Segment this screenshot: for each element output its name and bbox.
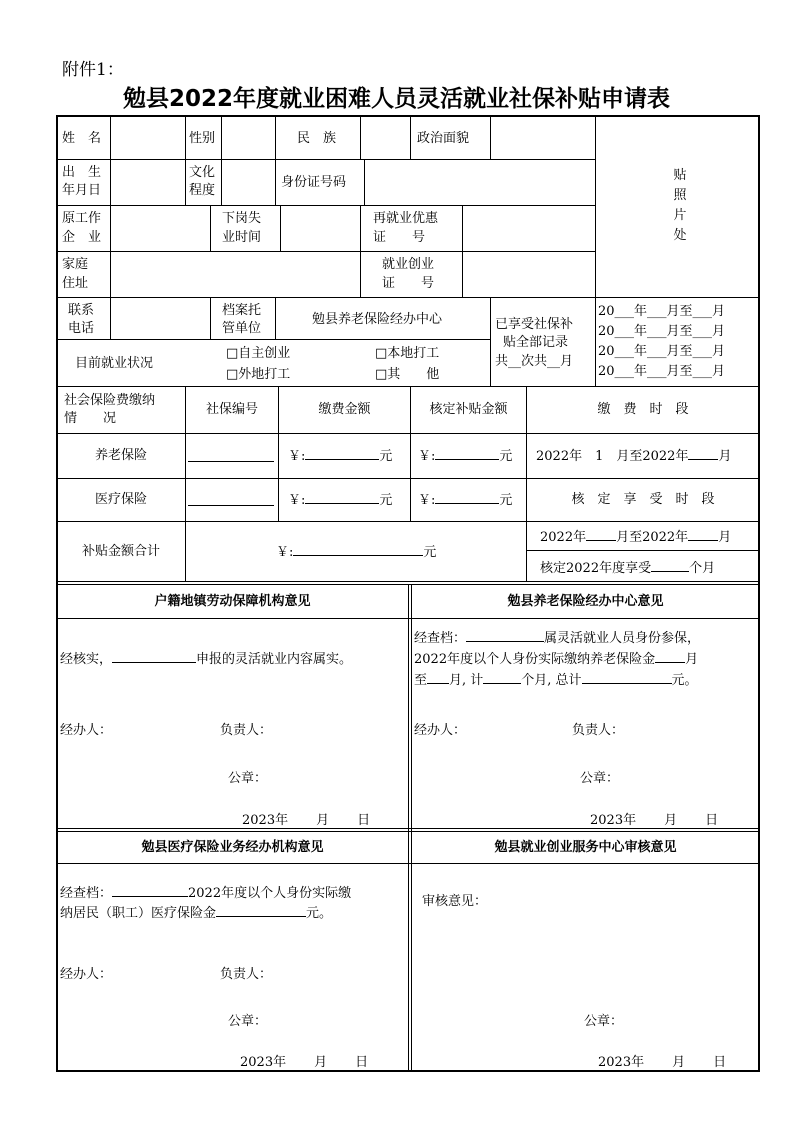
archive-unit-label-1: 档案托 xyxy=(222,303,262,318)
blank-line[interactable] xyxy=(466,629,544,642)
pension-number-field[interactable] xyxy=(188,461,274,462)
pension-responsible-label: 负责人： xyxy=(572,723,625,738)
medical-agency-line-1 xyxy=(60,884,351,903)
employment-center-title: 勉县就业创业服务中心审核意见 xyxy=(494,840,677,855)
option-other[interactable]: □其 他 xyxy=(375,367,440,382)
blank-line[interactable] xyxy=(586,528,616,541)
date-day: 日 xyxy=(357,813,371,828)
blank-line[interactable] xyxy=(483,671,521,684)
text-part: 2022年度以个人身份实际缴纳养老保险金 xyxy=(414,652,656,667)
date-year: 2023年 xyxy=(590,813,637,828)
archive-unit-label-2: 管单位 xyxy=(222,321,262,336)
text-part: 纳居民（职工）医疗保险金 xyxy=(60,906,217,921)
blank-line[interactable] xyxy=(651,559,689,572)
blank-line[interactable] xyxy=(305,447,379,460)
labor-office-title: 户籍地镇劳动保障机构意见 xyxy=(154,594,311,609)
pension-seal-label: 公章： xyxy=(580,771,620,786)
currency-symbol: ￥: xyxy=(418,449,436,464)
text-part: 申报的灵活就业内容属实。 xyxy=(196,652,353,667)
blank-line[interactable] xyxy=(435,491,499,504)
unit-yuan: 元 xyxy=(423,545,437,560)
reemployment-cert-label-2: 证 号 xyxy=(373,230,426,245)
paid-amount-header: 缴费金额 xyxy=(318,402,371,417)
layoff-time-label-2: 业时间 xyxy=(222,230,262,245)
former-employer-label-1: 原工作 xyxy=(62,211,102,226)
approved-period-label: 核 定 享 受 时 段 xyxy=(571,492,715,507)
medical-paid-amount xyxy=(288,491,392,510)
text-part: 元。 xyxy=(671,673,698,688)
currency-symbol: ￥: xyxy=(288,449,306,464)
blank-line[interactable] xyxy=(582,671,672,684)
id-number-label: 身份证号码 xyxy=(281,175,347,190)
date-day: 日 xyxy=(705,813,719,828)
text-part: 2022年度以个人身份实际缴 xyxy=(188,886,352,901)
blank-line[interactable] xyxy=(688,447,718,460)
unit-month: 月 xyxy=(718,449,732,464)
currency-symbol: ￥: xyxy=(276,545,294,560)
name-label: 姓 名 xyxy=(62,131,102,146)
text-part: 月, 计 xyxy=(449,673,484,688)
blank-line[interactable] xyxy=(216,904,306,917)
approved-months xyxy=(540,559,715,578)
birth-label-2: 年月日 xyxy=(62,183,102,198)
employment-cert-label-2: 证 号 xyxy=(382,276,435,291)
text-part: 经查档： xyxy=(414,631,467,646)
blank-line[interactable] xyxy=(435,447,499,460)
text-part: 属灵活就业人员身份参保， xyxy=(544,631,701,646)
unit-yuan: 元 xyxy=(499,493,513,508)
blank-line[interactable] xyxy=(112,650,196,663)
total-period-range xyxy=(540,528,731,547)
pension-payment-period xyxy=(536,447,731,466)
medical-responsible-label: 负责人： xyxy=(220,967,273,982)
employment-seal-label: 公章： xyxy=(584,1014,624,1029)
option-remote-work[interactable]: □外地打工 xyxy=(226,367,291,382)
text-part: 月 xyxy=(685,652,699,667)
phone-label-2: 电话 xyxy=(68,321,95,336)
subsidy-record-label-2: 贴全部记录 xyxy=(503,335,569,350)
text-part: 个月, 总计 xyxy=(521,673,582,688)
employment-cert-label-1: 就业创业 xyxy=(382,257,435,272)
text-part: 至 xyxy=(414,673,428,688)
medical-agency-title: 勉县医疗保险业务经办机构意见 xyxy=(141,840,324,855)
text-part: 经查档： xyxy=(60,886,113,901)
payment-period-header: 缴 费 时 段 xyxy=(597,402,689,417)
medical-approved-amount xyxy=(418,491,512,510)
date-month: 月 xyxy=(316,813,330,828)
date-year: 2023年 xyxy=(240,1055,287,1070)
employment-date xyxy=(598,1054,726,1072)
pension-handler-label: 经办人： xyxy=(414,723,467,738)
pension-center-line-2 xyxy=(414,650,698,669)
political-label: 政治面貌 xyxy=(417,131,470,146)
date-day: 日 xyxy=(355,1055,369,1070)
date-month: 月 xyxy=(314,1055,328,1070)
approved-amount-header: 核定补贴金额 xyxy=(429,402,508,417)
medical-agency-line-2 xyxy=(60,904,332,923)
insurance-type-header-1: 社会保险费缴纳 xyxy=(64,393,156,408)
currency-symbol: ￥: xyxy=(288,493,306,508)
education-label-1: 文化 xyxy=(189,165,216,180)
text-part: 元。 xyxy=(306,906,333,921)
subsidy-record-label-3: 共__次共__月 xyxy=(495,354,574,369)
medical-seal-label: 公章： xyxy=(228,1014,268,1029)
subsidy-period-3: 20___年___月至___月 xyxy=(598,344,726,359)
date-day: 日 xyxy=(713,1055,727,1070)
form-title: 勉县2022年度就业困难人员灵活就业社保补贴申请表 xyxy=(122,86,670,112)
labor-handler-label: 经办人： xyxy=(60,723,113,738)
period-start-year: 2022年 xyxy=(540,530,587,545)
option-local-work[interactable]: □本地打工 xyxy=(375,346,440,361)
labor-responsible-label: 负责人： xyxy=(220,723,273,738)
address-label-1: 家庭 xyxy=(62,257,89,272)
approved-year-label: 核定2022年度享受 xyxy=(540,561,652,576)
address-label-2: 住址 xyxy=(62,276,89,291)
subsidy-total-amount xyxy=(276,543,436,562)
labor-date xyxy=(242,812,370,830)
date-month: 月 xyxy=(664,813,678,828)
education-label-2: 程度 xyxy=(189,183,216,198)
date-year: 2023年 xyxy=(598,1055,645,1070)
pension-center-line-3 xyxy=(414,671,698,690)
date-month: 月 xyxy=(672,1055,686,1070)
period-start: 2022年 1 月至2022年 xyxy=(536,449,689,464)
pension-insurance-label: 养老保险 xyxy=(94,448,147,463)
blank-line[interactable] xyxy=(293,543,423,556)
former-employer-label-2: 企 业 xyxy=(62,230,102,245)
blank-line[interactable] xyxy=(305,491,379,504)
photo-placeholder: 贴照片处 xyxy=(673,168,687,243)
subsidy-period-4: 20___年___月至___月 xyxy=(598,364,726,379)
insurance-number-header: 社保编号 xyxy=(205,402,258,417)
unit-months: 个月 xyxy=(689,561,716,576)
unit-yuan: 元 xyxy=(499,449,513,464)
period-end-year: 月至2022年 xyxy=(616,530,689,545)
pension-date xyxy=(590,812,718,830)
subsidy-period-2: 20___年___月至___月 xyxy=(598,324,726,339)
medical-number-field[interactable] xyxy=(188,505,274,506)
date-year: 2023年 xyxy=(242,813,289,828)
subsidy-record-label-1: 已享受社保补 xyxy=(495,317,574,332)
ethnic-label: 民 族 xyxy=(297,131,337,146)
archive-unit-value: 勉县养老保险经办中心 xyxy=(312,312,443,327)
blank-line[interactable] xyxy=(427,671,449,684)
text-part: 经核实， xyxy=(60,652,113,667)
birth-label-1: 出 生 xyxy=(62,165,102,180)
blank-line[interactable] xyxy=(112,884,188,897)
labor-seal-label: 公章： xyxy=(228,771,268,786)
pension-center-title: 勉县养老保险经办中心意见 xyxy=(507,594,664,609)
pension-paid-amount xyxy=(288,447,392,466)
blank-line[interactable] xyxy=(688,528,718,541)
phone-label-1: 联系 xyxy=(68,303,95,318)
unit-yuan: 元 xyxy=(379,493,393,508)
reemployment-cert-label-1: 再就业优惠 xyxy=(373,211,439,226)
insurance-type-header-2: 情 况 xyxy=(64,411,117,426)
gender-label: 性别 xyxy=(189,131,216,146)
subsidy-total-label: 补贴金额合计 xyxy=(81,544,160,559)
medical-insurance-label: 医疗保险 xyxy=(94,492,147,507)
pension-approved-amount xyxy=(418,447,512,466)
annex-label: 附件1： xyxy=(62,60,124,80)
unit-yuan: 元 xyxy=(379,449,393,464)
option-self-employed[interactable]: □自主创业 xyxy=(226,346,291,361)
unit-month: 月 xyxy=(718,530,732,545)
subsidy-period-1: 20___年___月至___月 xyxy=(598,304,726,319)
blank-line[interactable] xyxy=(655,650,685,663)
pension-center-line-1 xyxy=(414,629,700,648)
layoff-time-label-1: 下岗失 xyxy=(222,211,262,226)
medical-handler-label: 经办人： xyxy=(60,967,113,982)
medical-date xyxy=(240,1054,368,1072)
review-opinion-label: 审核意见： xyxy=(422,894,488,909)
employment-status-label: 目前就业状况 xyxy=(75,356,154,371)
currency-symbol: ￥: xyxy=(418,493,436,508)
labor-office-text xyxy=(60,650,352,669)
